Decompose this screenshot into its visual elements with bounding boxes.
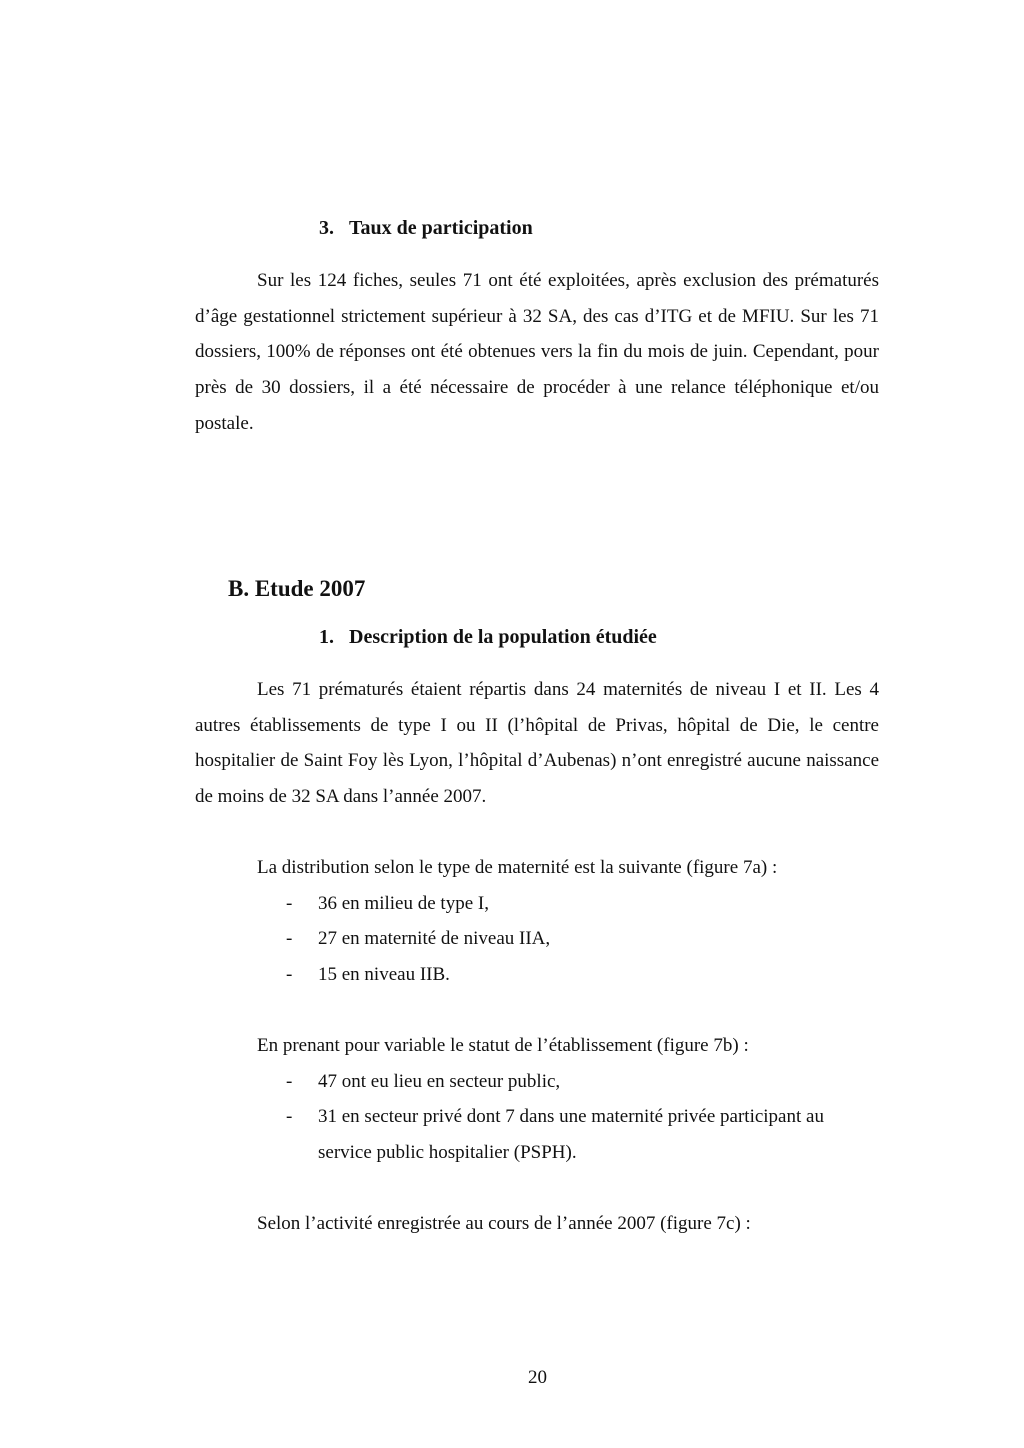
distribution-intro: La distribution selon le type de maternité est la suivante (figure 7a) :: [257, 857, 778, 878]
bullet-dash: -: [286, 1071, 293, 1092]
page-number: 20: [528, 1367, 547, 1388]
bullet-dash: -: [286, 964, 293, 985]
subsection-number: 1.: [319, 626, 334, 648]
paragraph-population: [195, 672, 879, 815]
bullet-dash: -: [286, 1106, 293, 1127]
section-heading-taux-participation: [319, 216, 533, 240]
list-item-text: 47 ont eu lieu en secteur public,: [318, 1071, 561, 1092]
bullet-dash: -: [286, 928, 293, 949]
list-item-text: 15 en niveau IIB.: [318, 964, 450, 985]
paragraph-text: Les 71 prématurés étaient répartis dans 24 maternités de niveau I et II. Les 4 autres établissements de type I ou II (l’hôpital de Privas, hôpital de Die, le centre hospitalier de Saint Foy lès Lyon, l’hôpital d’Aubenas) n’ont enregistré aucune naissance de moins de 32 SA dans l’année 2007.: [195, 679, 879, 808]
paragraph-participation: [195, 263, 879, 442]
paragraph-text: Sur les 124 fiches, seules 71 ont été exploitées, après exclusion des prématurés d’âge gestationnel strictement supérieur à 32 SA, des cas d’ITG et de MFIU. Sur les 71 dossiers, 100% de réponses ont été obtenues vers la fin du mois de juin. Cependant, pour près de 30 dossiers, il a été nécessaire de procéder à une relance téléphonique et/ou postale.: [195, 270, 879, 434]
section-title: Taux de participation: [349, 217, 533, 239]
list-item-text: 31 en secteur privé dont 7 dans une maternité privée participant au service public hospitalier (PSPH).: [318, 1106, 824, 1163]
section-number: 3.: [319, 217, 334, 239]
section-heading-etude-2007: B. Etude 2007: [228, 576, 366, 601]
bullet-dash: -: [286, 893, 293, 914]
subsection-heading-description: [319, 625, 657, 649]
list-item-text: 36 en milieu de type I,: [318, 893, 489, 914]
status-intro: En prenant pour variable le statut de l’établissement (figure 7b) :: [257, 1035, 749, 1056]
subsection-title: Description de la population étudiée: [349, 626, 657, 648]
list-item-text: 27 en maternité de niveau IIA,: [318, 928, 551, 949]
activity-intro: Selon l’activité enregistrée au cours de l’année 2007 (figure 7c) :: [257, 1213, 751, 1234]
